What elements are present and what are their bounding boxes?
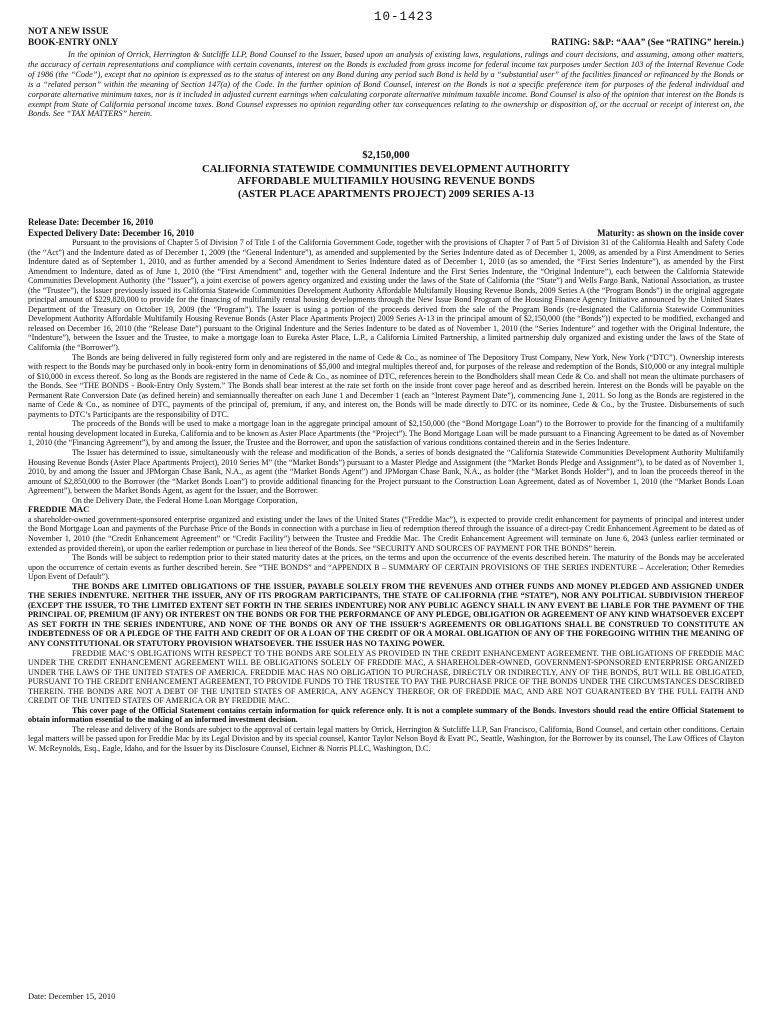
paragraph-indenture: Pursuant to the provisions of Chapter 5 of Division 7 of Title 1 of the California Government Code, together with the provisions of Chapter 7 of Part 5 of Division 31 of the California Health and Safety Code (the “Act”) and the Indenture dated as of December 1, 2009 (the “General Indenture”), as amended and supplemented by the Series Indenture dated as of December 1, 2009, as amended by a First Amendment to Series Indenture dated as of September 1, 2010, and as further amended by a Second Amendment to Series Indenture dated as of December 1, 2010 (as so amended, the “First Series Indenture”), as amended by the First Amendment to Indenture, dated as of June 1, 2010 (the “First Amendment” and, together with the General Indenture and the First Series Indenture, the “Original Indenture”), each between the California Statewide Communities Development Authority (the “Issuer”), a joint exercise of powers agency organized and existing under the laws of the State of California (the “State”) and Wells Fargo Bank, National Association, as trustee (the “Trustee”), the Issuer previously issued its California Statewide Communities Development Authority Affordable Multifamily Housing Revenue Bonds, 2009 Series A (the “Program Bonds”) in the original aggregate principal amount of $229,820,000 to provide for the financing of multifamily rental housing developments through the New Issue Bond Program of the Housing Finance Agency Initiative announced by the United States Department of the Treasury on October 19, 2009 (the “Program”). The Issuer is using a portion of the proceeds derived from the sale of the Program Bonds (re-designated the California Statewide Communities Development Authority Affordable Multifamily Housing Revenue Bonds (Aster Place Apartments Project) 2009 Series A-13 in the principal amount of $2,150,000 (the “Bonds”)) expected to be modified, exchanged and released on December 16, 2010 (the “Release Date”) pursuant to the Original Indenture and the Series Indenture to be dated as of November 1, 2010 (the “Series Indenture” and together with the Original Indenture, the “Indenture”), between the Issuer and the Trustee, to make a mortgage loan to Eureka Aster Place, L.P., a California Limited Partnership, a limited partnership duly organized and existing under the laws of the State of California (the “Borrower”). <box>28 238 744 353</box>
freddie-mac-heading: FREDDIE MAC <box>28 504 90 515</box>
paragraph-delivery: On the Delivery Date, the Federal Home Loan Mortgage Corporation, <box>72 495 298 505</box>
paragraph-market-bonds: The Issuer has determined to issue, simultaneously with the release and modification of the Bonds, a series of bonds designated the “California Statewide Communities Development Authority Multifamily Housing Revenue Bonds (Aster Place Apartments Project), 2010 Series M” (the “Market Bonds”) pursuant to a Master Pledge and Assignment (the “Market Bonds Pledge and Assignment”), to be dated as of November 1, 2010, by and among the Issuer and JPMorgan Chase Bank, N.A., as agent (the “Market Bonds Agent”) and JPMorgan Chase Bank, N.A., as holder (the “Market Bonds Holder”), and to loan the proceeds thereof in the amount of $2,850,000 to the Borrower (the “Market Bonds Loan”) to provide additional financing for the Project pursuant to the Construction Loan Agreement, dated as of November 1, 2010 (the “Market Bonds Loan Agreement”), between the Market Bonds Agent, as agent for the Issuer, and the Borrower. <box>28 448 744 496</box>
paragraph-proceeds: The proceeds of the Bonds will be used to make a mortgage loan in the aggregate principal amount of $2,150,000 (the “Bond Mortgage Loan”) to the Borrower to provide for the financing of a multifamily rental housing development located in Eureka, California and to be known as Aster Place Apartments (the “Project”). The Bond Mortgage Loan will be made pursuant to a Financing Agreement to be dated as of November 1, 2010 (the “Financing Agreement”), by and among the Issuer, the Trustee and the Borrower, and upon the satisfaction of various conditions contained therein and in the Series Indenture. <box>28 419 744 448</box>
rating-label: RATING: S&P: “AAA” (See “RATING” herein.) <box>551 37 744 47</box>
cover-body <box>28 238 744 754</box>
tax-opinion-text: In the opinion of Orrick, Herrington & Sutcliffe LLP, Bond Counsel to the Issuer, based upon an analysis of existing laws, regulations, rulings and court decisions, and assuming, among other matters, the accuracy of certain representations and compliance with certain covenants, interest on the Bonds is excluded from gross income for federal income tax purposes under Section 103 of the Internal Revenue Code of 1986 (the “Code”), except that no opinion is expressed as to the status of interest on any Bond during any period such Bond is held by a “substantial user” of the facilities financed or refinanced by the Bonds or is a “related person” within the meaning of Section 147(a) of the Code. In the further opinion of Bond Counsel, interest on the Bonds is not a specific preference item for purposes of the federal individual and corporate alternative minimum taxes, nor is it included in adjusted current earnings when calculating corporate alternative minimum taxable income. Bond Counsel is also of the opinion that interest on the Bonds is exempt from State of California personal income taxes. Bond Counsel expresses no opinion regarding other tax consequences relating to the ownership or disposition of, or the accrual or receipt of interest on, the Bonds. See “TAX MATTERS” herein. <box>28 50 744 119</box>
bond-title <box>28 164 744 201</box>
paragraph-freddie-obligations: FREDDIE MAC’S OBLIGATIONS WITH RESPECT TO THE BONDS ARE SOLELY AS PROVIDED IN THE CREDIT ENHANCEMENT AGREEMENT. THE OBLIGATIONS OF FREDDIE MAC UNDER THE CREDIT ENHANCEMENT AGREEMENT WILL BE OBLIGATIONS SOLELY OF FREDDIE MAC, A SHAREHOLDER-OWNED, GOVERNMENT-SPONSORED ENTERPRISE ORGANIZED UNDER THE LAWS OF THE UNITED STATES OF AMERICA. FREDDIE MAC HAS NO OBLIGATION TO PURCHASE, DIRECTLY OR INDIRECTLY, ANY OF THE BONDS, BUT WILL BE OBLIGATED, PURSUANT TO THE CREDIT ENHANCEMENT AGREEMENT, TO PROVIDE FUNDS TO THE TRUSTEE TO PAY THE PURCHASE PRICE OF THE BONDS UNDER THE CIRCUMSTANCES DESCRIBED THEREIN. THE BONDS ARE NOT A DEBT OF THE UNITED STATES OF AMERICA, ANY AGENCY THEREOF, OR OF FREDDIE MAC, AND ARE NOT GUARANTEED BY THE FULL FAITH AND CREDIT OF THE UNITED STATES OF AMERICA OR BY FREDDIE MAC. <box>28 648 744 706</box>
maturity-label: Maturity: as shown on the inside cover <box>597 227 744 238</box>
document-number: 10-1423 <box>374 10 434 24</box>
delivery-date: Expected Delivery Date: December 16, 2010 <box>28 227 194 238</box>
title-line-3: (ASTER PLACE APARTMENTS PROJECT) 2009 SERIES A-13 <box>237 188 535 200</box>
paragraph-legal-matters: The release and delivery of the Bonds are subject to the approval of certain legal matters by Orrick, Herrington & Sutcliffe LLP, San Francisco, California, Bond Counsel, and certain other conditions. Certain legal matters will be passed upon for Freddie Mac by its Legal Division and by its special counsel, Kantor Taylor Nelson Boyd & Evatt PC, Seattle, Washington, for the Borrower by its counsel, The Law Offices of Clayton W. McReynolds, Esq., Eagle, Idaho, and for the Issuer by its Disclosure Counsel, Eichner & Norris PLLC, Washington, D.C. <box>28 724 744 753</box>
paragraph-redemption: The Bonds will be subject to redemption prior to their stated maturity dates at the prices, on the terms and upon the occurrence of the events described herein. The maturity of the Bonds may be accelerated upon the occurrence of certain events as further described herein. See “THE BONDS” and “APPENDIX B – SUMMARY OF CERTAIN PROVISIONS OF THE SERIES INDENTURE – Acceleration; Other Remedies Upon Event of Default”). <box>28 553 744 582</box>
date-block <box>28 217 744 238</box>
title-line-2: AFFORDABLE MULTIFAMILY HOUSING REVENUE BONDS <box>237 176 535 188</box>
principal-amount: $2,150,000 <box>362 150 410 161</box>
title-line-1: CALIFORNIA STATEWIDE COMMUNITIES DEVELOPMENT AUTHORITY <box>202 164 570 175</box>
paragraph-limited-obligations: THE BONDS ARE LIMITED OBLIGATIONS OF THE ISSUER, PAYABLE SOLELY FROM THE REVENUES AND OTHER FUNDS AND MONEY PLEDGED AND ASSIGNED UNDER THE SERIES INDENTURE. NEITHER THE ISSUER, ANY OF ITS PROGRAM PARTICIPANTS, THE STATE OF CALIFORNIA (THE “STATE”), NOR ANY POLITICAL SUBDIVISION THEREOF (EXCEPT THE ISSUER, TO THE LIMITED EXTENT SET FORTH IN THE SERIES INDENTURE) NOR ANY PUBLIC AGENCY SHALL IN ANY EVENT BE LIABLE FOR THE PAYMENT OF THE PRINCIPAL OF, PREMIUM (IF ANY) OR INTEREST ON THE BONDS OR FOR THE PERFORMANCE OF ANY PLEDGE, OBLIGATION OR AGREEMENT OF ANY KIND WHATSOEVER EXCEPT AS SET FORTH IN THE SERIES INDENTURE, AND NONE OF THE BONDS OR ANY OF THE ISSUER’S AGREEMENTS OR OBLIGATIONS SHALL BE CONSTRUED TO CONSTITUTE AN INDEBTEDNESS OF OR A PLEDGE OF THE FAITH AND CREDIT OF OR A LOAN OF THE CREDIT OF OR A MORAL OBLIGATION OF ANY OF THE FOREGOING WITHIN THE MEANING OF ANY CONSTITUTIONAL OR STATUTORY PROVISION WHATSOEVER. THE ISSUER HAS NO TAXING POWER. <box>28 581 744 648</box>
paragraph-book-entry: The Bonds are being delivered in fully registered form only and are registered in the name of Cede & Co., as nominee of The Depository Trust Company, New York, New York (“DTC”). Ownership interests with respect to the Bonds may be purchased only in book-entry form in denominations of $5,000 and integral multiples thereof and, for purposes of the release and redemption of the Bonds, $10,000 or any integral multiple of $10,000 in excess thereof. So long as the Bonds are registered in the name of Cede & Co., as nominee of DTC, references herein to the Bondholders shall mean Cede & Co. and shall not mean the ultimate purchasers of the Bonds. See “THE BONDS - Book-Entry Only System.” The Bonds shall bear interest at the rate set forth on the inside front cover page hereof and as described herein. Interest on the Bonds will be payable on the Permanent Rate Conversion Date (as defined herein) and semiannually thereafter on each June 1 and December 1 (each an “Interest Payment Date”), commencing June 1, 2011. So long as the Bonds are registered in the name of Cede & Co., as nominee of DTC, payments of the principal of, premium, if any, and interest on, the Bonds will be made directly to DTC or its nominee, Cede & Co., by the Trustee. Disbursements of such payments to DTC’s Participants are the responsibility of DTC. <box>28 352 744 419</box>
release-date: Release Date: December 16, 2010 <box>28 217 154 227</box>
document-date: Date: December 15, 2010 <box>28 991 116 1001</box>
not-new-issue-label: NOT A NEW ISSUE <box>28 26 109 36</box>
tax-opinion-paragraph <box>28 50 744 119</box>
paragraph-credit-enhancement: a shareholder-owned government-sponsored enterprise organized and existing under the laws of the United States (“Freddie Mac”), is expected to provide credit enhancement for payments of principal and interest under the Bond Mortgage Loan and payments of the Purchase Price of the Bonds in connection with a purchase in lieu of redemption thereof through the issuance of a direct-pay Credit Enhancement Agreement to be dated as of November 1, 2010 (the “Credit Enhancement Agreement” or “Credit Facility”) between the Trustee and Freddie Mac. The Credit Enhancement Agreement will terminate on June 6, 2043 (unless earlier terminated or extended as provided therein), or upon the earlier redemption or purchase in lieu thereof of the Bonds. See “SECURITY AND SOURCES OF PAYMENT FOR THE BONDS” herein. <box>28 514 744 553</box>
book-entry-label: BOOK-ENTRY ONLY <box>28 37 119 47</box>
paragraph-quick-reference: This cover page of the Official Statement contains certain information for quick reference only. It is not a complete summary of the Bonds. Investors should read the entire Official Statement to obtain information essential to the making of an informed investment decision. <box>28 705 744 725</box>
cover-header <box>28 26 744 48</box>
